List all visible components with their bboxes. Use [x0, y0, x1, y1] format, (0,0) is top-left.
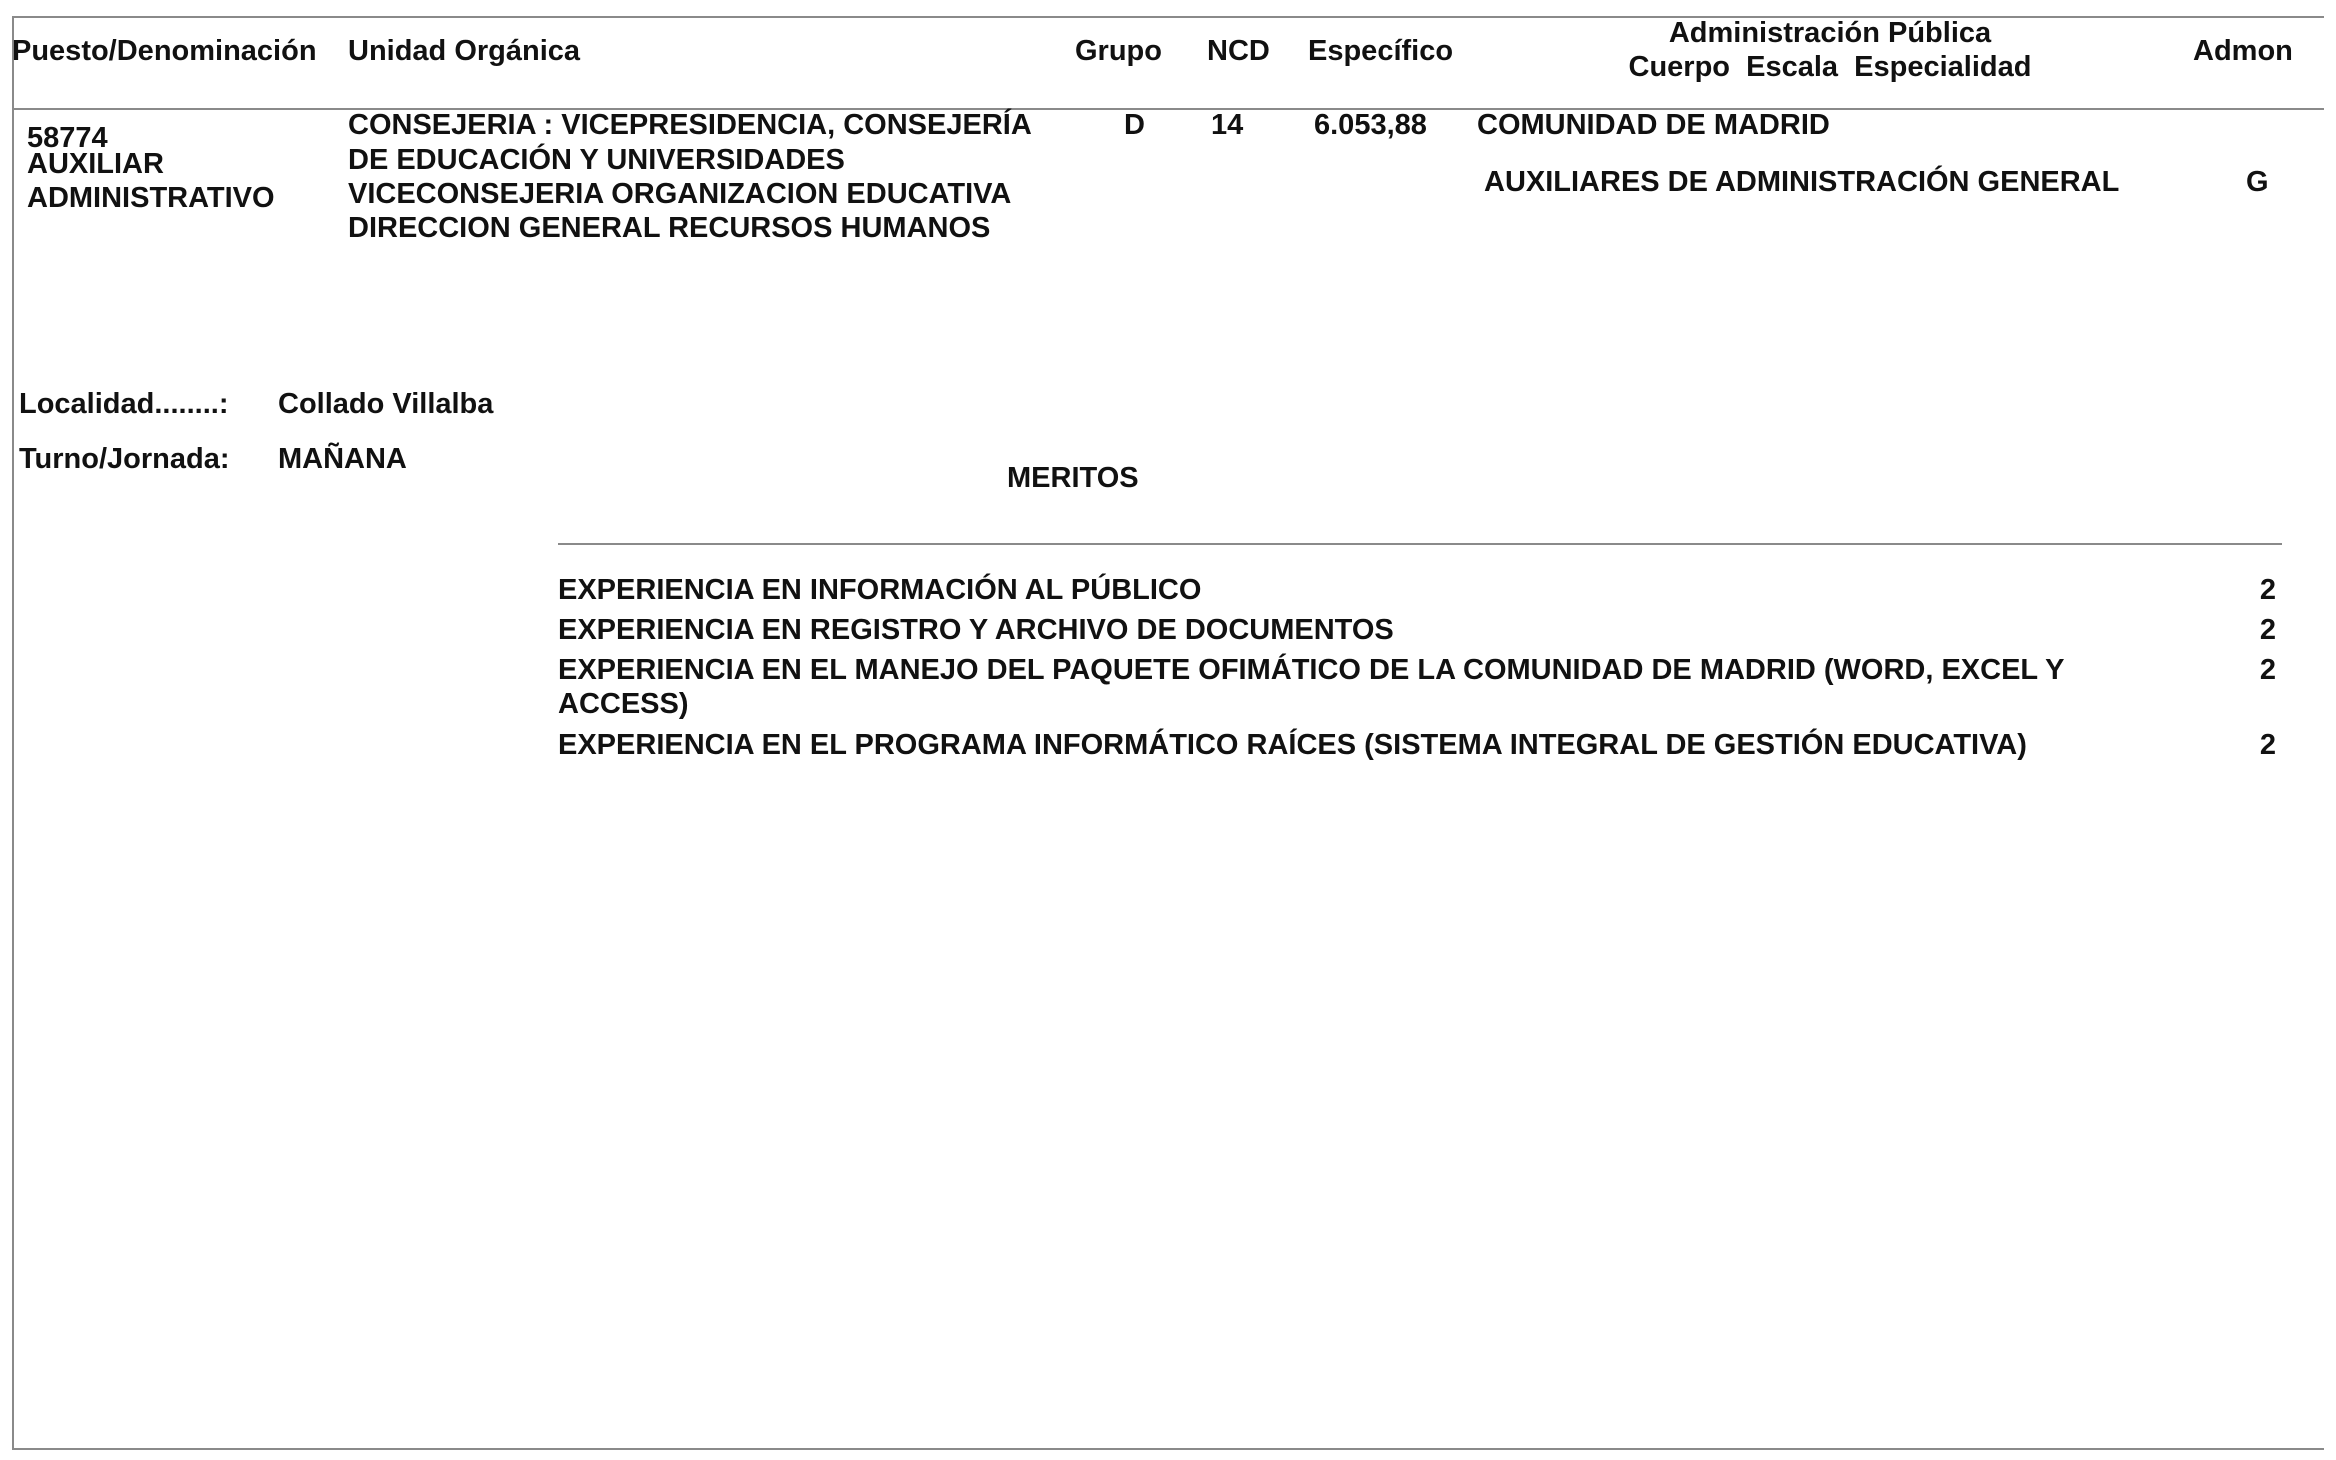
- meritos-divider: [558, 543, 2282, 545]
- header-unidad: Unidad Orgánica: [348, 35, 581, 67]
- header-especifico: Específico: [1308, 35, 1454, 67]
- cuerpo-value: AUXILIARES DE ADMINISTRACIÓN GENERAL: [1484, 166, 2120, 198]
- unidad-line: DE EDUCACIÓN Y UNIVERSIDADES: [348, 144, 845, 176]
- merito-points: 2: [2259, 574, 2276, 606]
- merito-text-continued: ACCESS): [558, 688, 689, 720]
- merito-text: EXPERIENCIA EN EL MANEJO DEL PAQUETE OFIMÁTICO DE LA COMUNIDAD DE MADRID (WORD, EXCEL Y: [558, 654, 2065, 686]
- merito-text: EXPERIENCIA EN INFORMACIÓN AL PÚBLICO: [558, 574, 1202, 606]
- unidad-line: VICECONSEJERIA ORGANIZACION EDUCATIVA: [348, 178, 1012, 210]
- localidad-label: Localidad........:: [19, 388, 229, 420]
- merito-points: 2: [2259, 654, 2276, 686]
- puesto-codigo: 58774: [27, 122, 108, 154]
- turno-label: Turno/Jornada:: [19, 443, 230, 475]
- merito-points: 2: [2259, 614, 2276, 646]
- merito-points: 2: [2259, 729, 2276, 761]
- administracion-value: COMUNIDAD DE MADRID: [1477, 109, 1830, 141]
- ncd-value: 14: [1211, 109, 1244, 141]
- unidad-line: CONSEJERIA : VICEPRESIDENCIA, CONSEJERÍA: [348, 109, 1032, 141]
- meritos-title: MERITOS: [1007, 462, 1139, 494]
- puesto-denominacion-2: ADMINISTRATIVO: [27, 182, 275, 214]
- header-admon: Admon: [2193, 35, 2293, 67]
- localidad-value: Collado Villalba: [278, 388, 494, 420]
- header-cuerpo-escala: Cuerpo Escala Especialidad: [1628, 51, 2032, 83]
- merito-text: EXPERIENCIA EN EL PROGRAMA INFORMÁTICO RAÍCES (SISTEMA INTEGRAL DE GESTIÓN EDUCATIVA): [558, 729, 2027, 761]
- header-ncd: NCD: [1207, 35, 1270, 67]
- grupo-value: D: [1124, 109, 1145, 141]
- especifico-value: 6.053,88: [1314, 109, 1427, 141]
- turno-value: MAÑANA: [278, 443, 407, 475]
- puesto-denominacion-1: AUXILIAR: [27, 148, 164, 180]
- unidad-line: DIRECCION GENERAL RECURSOS HUMANOS: [348, 212, 991, 244]
- header-admin-publica: Administración Pública: [1668, 17, 1992, 49]
- header-grupo: Grupo: [1075, 35, 1162, 67]
- admon-value: G: [2246, 166, 2269, 198]
- header-puesto: Puesto/Denominación: [12, 35, 317, 67]
- merito-text: EXPERIENCIA EN REGISTRO Y ARCHIVO DE DOCUMENTOS: [558, 614, 1394, 646]
